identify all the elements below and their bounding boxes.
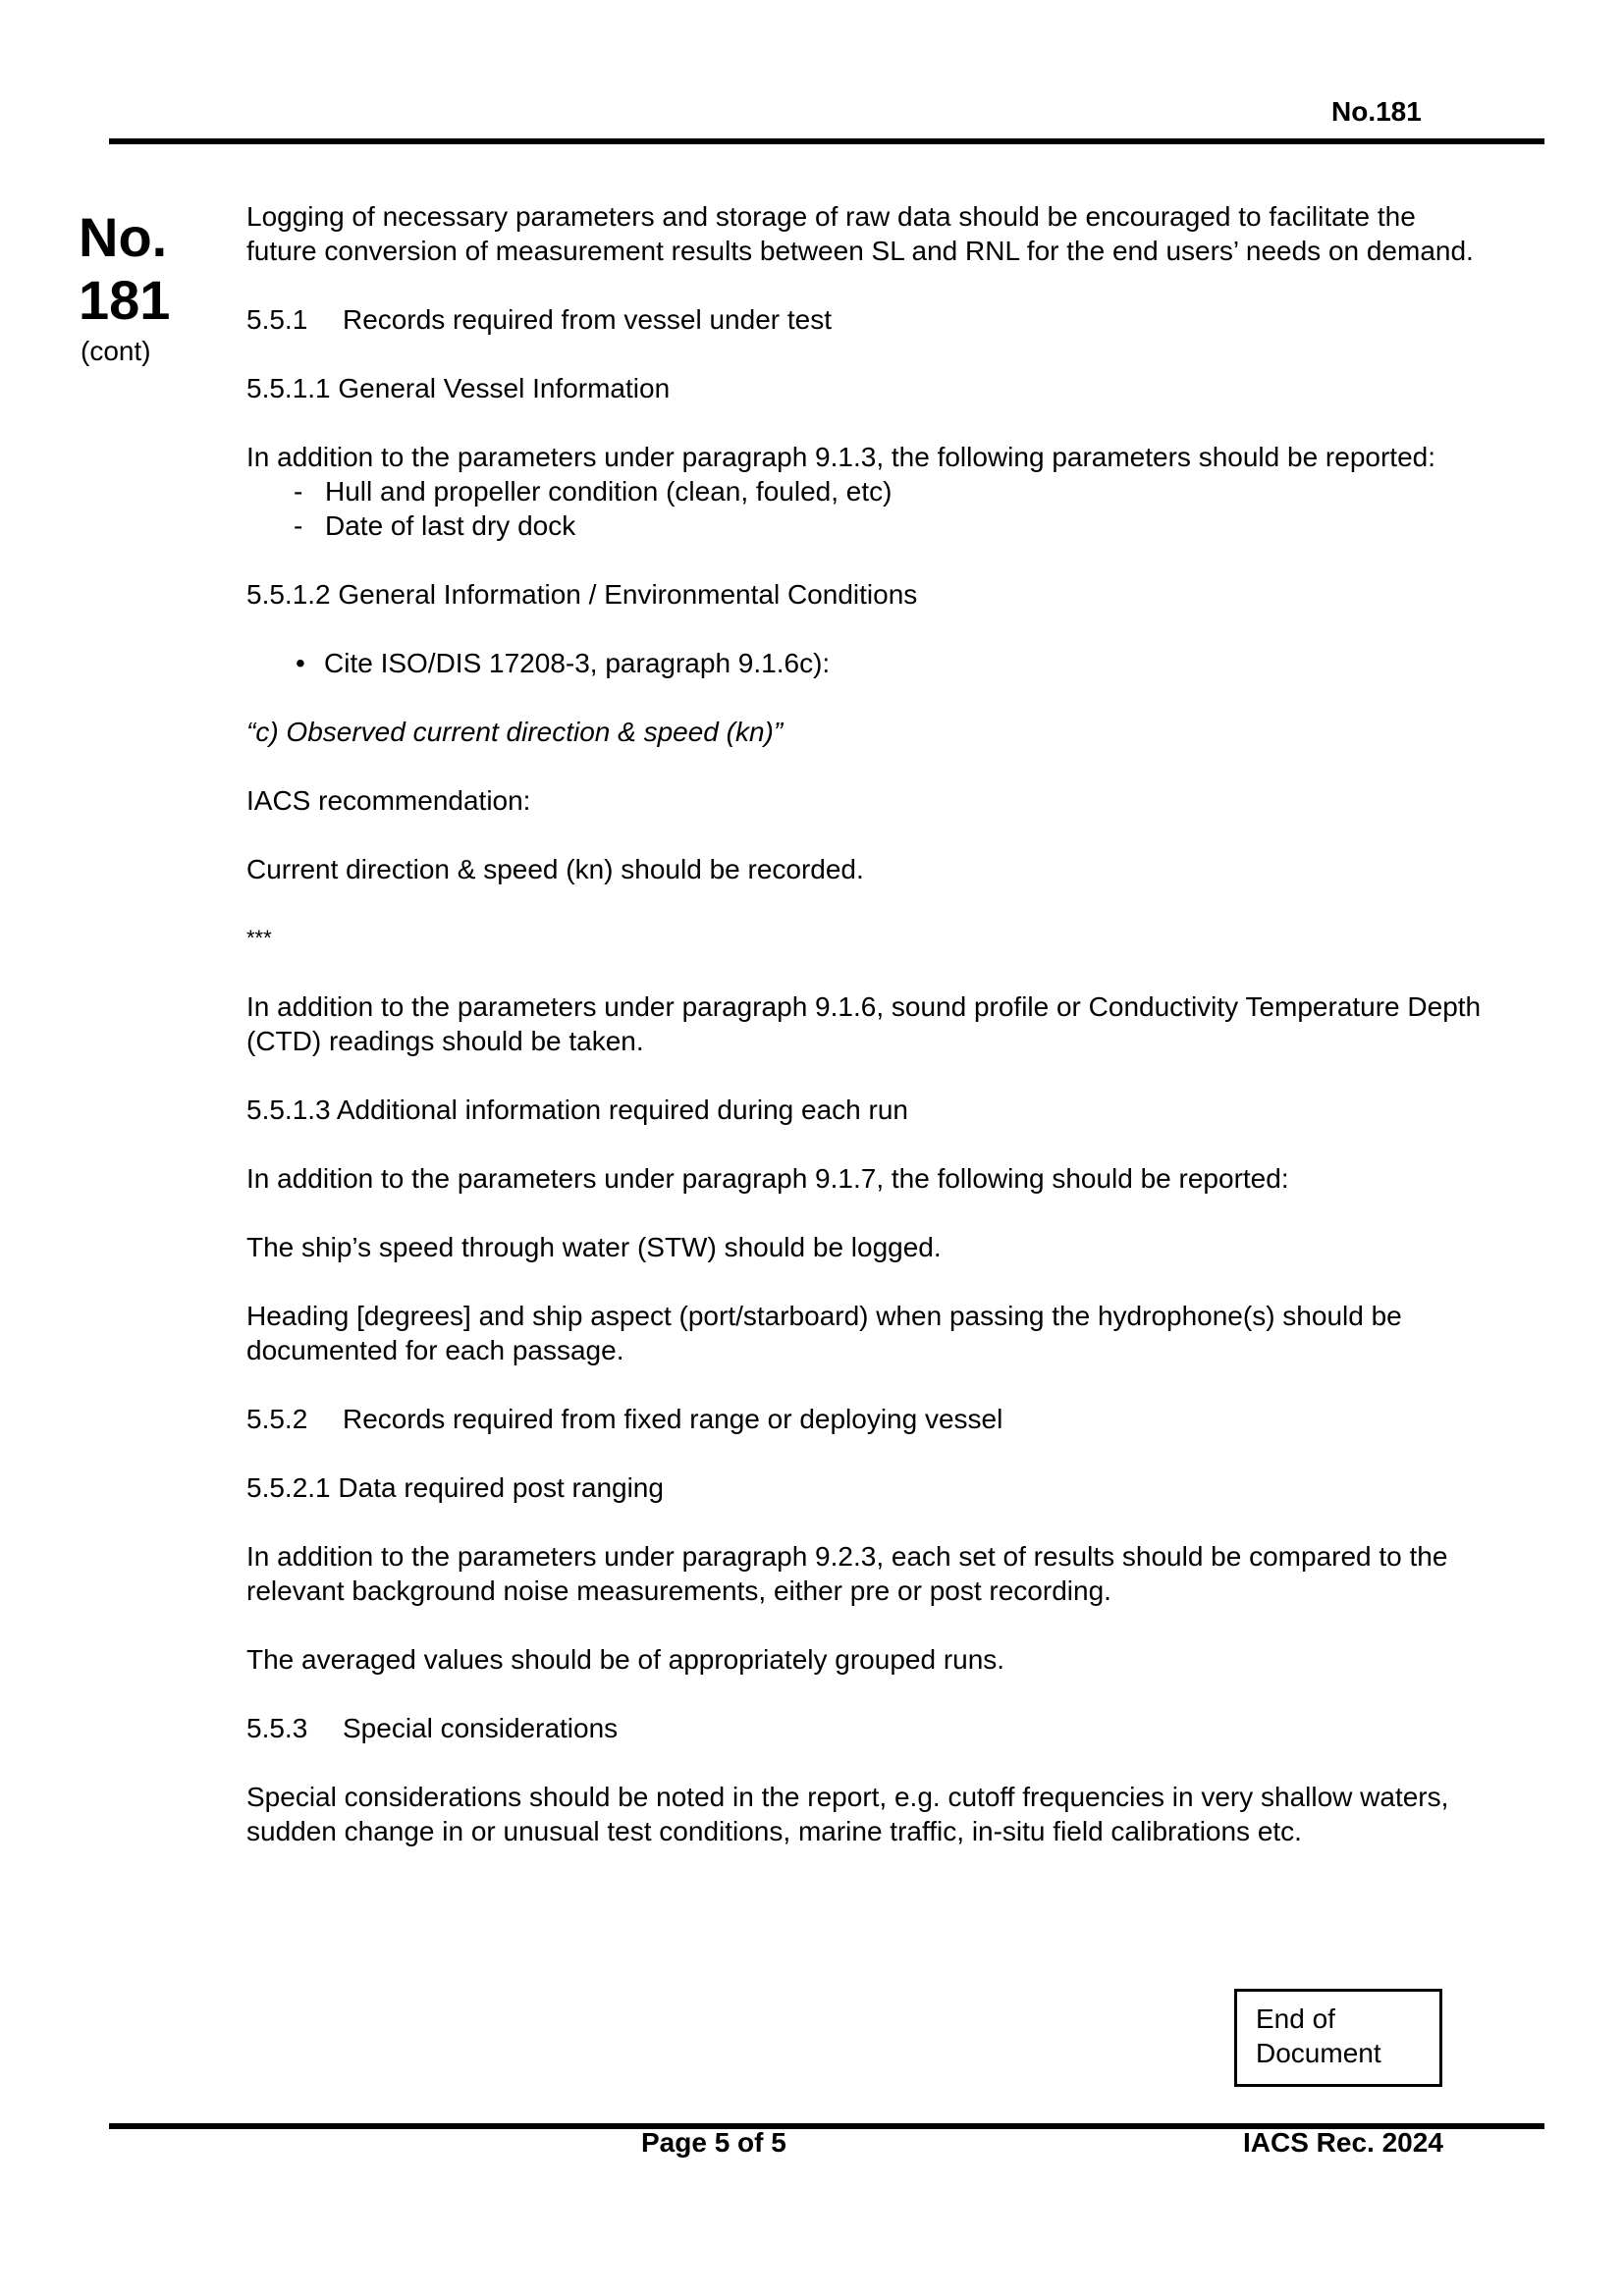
- header-rule: [109, 138, 1544, 144]
- paragraph-5-5-1-1: In addition to the parameters under paragraph 9.1.3, the following parameters should be reported:: [246, 442, 1435, 472]
- list-item: [246, 508, 1493, 543]
- header-doc-number: No.181: [1331, 96, 1422, 127]
- list-item-text: Date of last dry dock: [325, 510, 576, 541]
- sidebar-no-label: No.: [79, 206, 168, 268]
- section-5-5-1-title: Records required from vessel under test: [343, 304, 832, 335]
- section-5-5-3-title: Special considerations: [343, 1713, 619, 1743]
- section-5-5-2-heading: [246, 1402, 1493, 1436]
- section-5-5-2-1-heading: 5.5.2.1 Data required post ranging: [246, 1472, 664, 1503]
- dash-marker: -: [294, 510, 303, 541]
- end-box-line-2: Document: [1256, 2038, 1381, 2068]
- section-5-5-1-2-heading: 5.5.1.2 General Information / Environmental Conditions: [246, 579, 918, 610]
- section-5-5-1-number: 5.5.1: [246, 304, 308, 335]
- sidebar-number: 181: [79, 269, 171, 331]
- sidebar: [79, 206, 187, 367]
- section-5-5-2-number: 5.5.2: [246, 1404, 308, 1434]
- cite-bullet-list: [246, 646, 1493, 680]
- section-5-5-3-heading: [246, 1711, 1493, 1745]
- sidebar-cont: (cont): [81, 336, 151, 366]
- section-5-5-2-title: Records required from fixed range or deploying vessel: [343, 1404, 1003, 1434]
- vessel-info-list: [246, 474, 1493, 543]
- footer-rec-label: IACS Rec. 2024: [1243, 2127, 1443, 2158]
- ctd-paragraph: In addition to the parameters under paragraph 9.1.6, sound profile or Conductivity Temperature Depth (CTD) readings should be taken.: [246, 991, 1482, 1056]
- dash-marker: -: [294, 476, 303, 507]
- paragraph-5-5-3: Special considerations should be noted in the report, e.g. cutoff frequencies in very shallow waters, sudden change in or unusual test conditions, marine traffic, in-situ field calibrations etc.: [246, 1782, 1449, 1846]
- section-5-5-1-heading: [246, 302, 1493, 337]
- heading-paragraph: Heading [degrees] and ship aspect (port/starboard) when passing the hydrophone(s) should be documented for each passage.: [246, 1301, 1402, 1365]
- list-item-text: Cite ISO/DIS 17208-3, paragraph 9.1.6c):: [324, 648, 831, 678]
- bullet-marker: •: [296, 648, 305, 678]
- list-item: [246, 646, 1493, 680]
- section-5-5-3-number: 5.5.3: [246, 1713, 308, 1743]
- section-5-5-1-3-heading: 5.5.1.3 Additional information required during each run: [246, 1095, 908, 1125]
- footer-page-number: Page 5 of 5: [641, 2127, 786, 2158]
- paragraph-5-5-2-1: In addition to the parameters under paragraph 9.2.3, each set of results should be compared to the relevant background noise measurements, either pre or post recording.: [246, 1541, 1448, 1606]
- section-5-5-1-1-heading: 5.5.1.1 General Vessel Information: [246, 373, 671, 403]
- stw-paragraph: The ship’s speed through water (STW) should be logged.: [246, 1232, 942, 1262]
- list-item-text: Hull and propeller condition (clean, fouled, etc): [325, 476, 893, 507]
- end-box-line-1: End of: [1256, 2003, 1335, 2034]
- list-item: [246, 474, 1493, 508]
- quoted-clause: “c) Observed current direction & speed (kn)”: [246, 717, 784, 747]
- iacs-recommendation-label: IACS recommendation:: [246, 785, 531, 816]
- intro-paragraph: Logging of necessary parameters and storage of raw data should be encouraged to facilitate the future conversion of measurement results between SL and RNL for the end users’ needs on demand.: [246, 201, 1474, 266]
- separator-stars: ***: [246, 926, 272, 950]
- recommendation-text: Current direction & speed (kn) should be recorded.: [246, 854, 864, 884]
- paragraph-5-5-1-3: In addition to the parameters under paragraph 9.1.7, the following should be reported:: [246, 1163, 1289, 1194]
- end-of-document-box: [1234, 1989, 1442, 2087]
- averaged-values-paragraph: The averaged values should be of appropriately grouped runs.: [246, 1644, 1005, 1675]
- document-body: [246, 199, 1493, 1883]
